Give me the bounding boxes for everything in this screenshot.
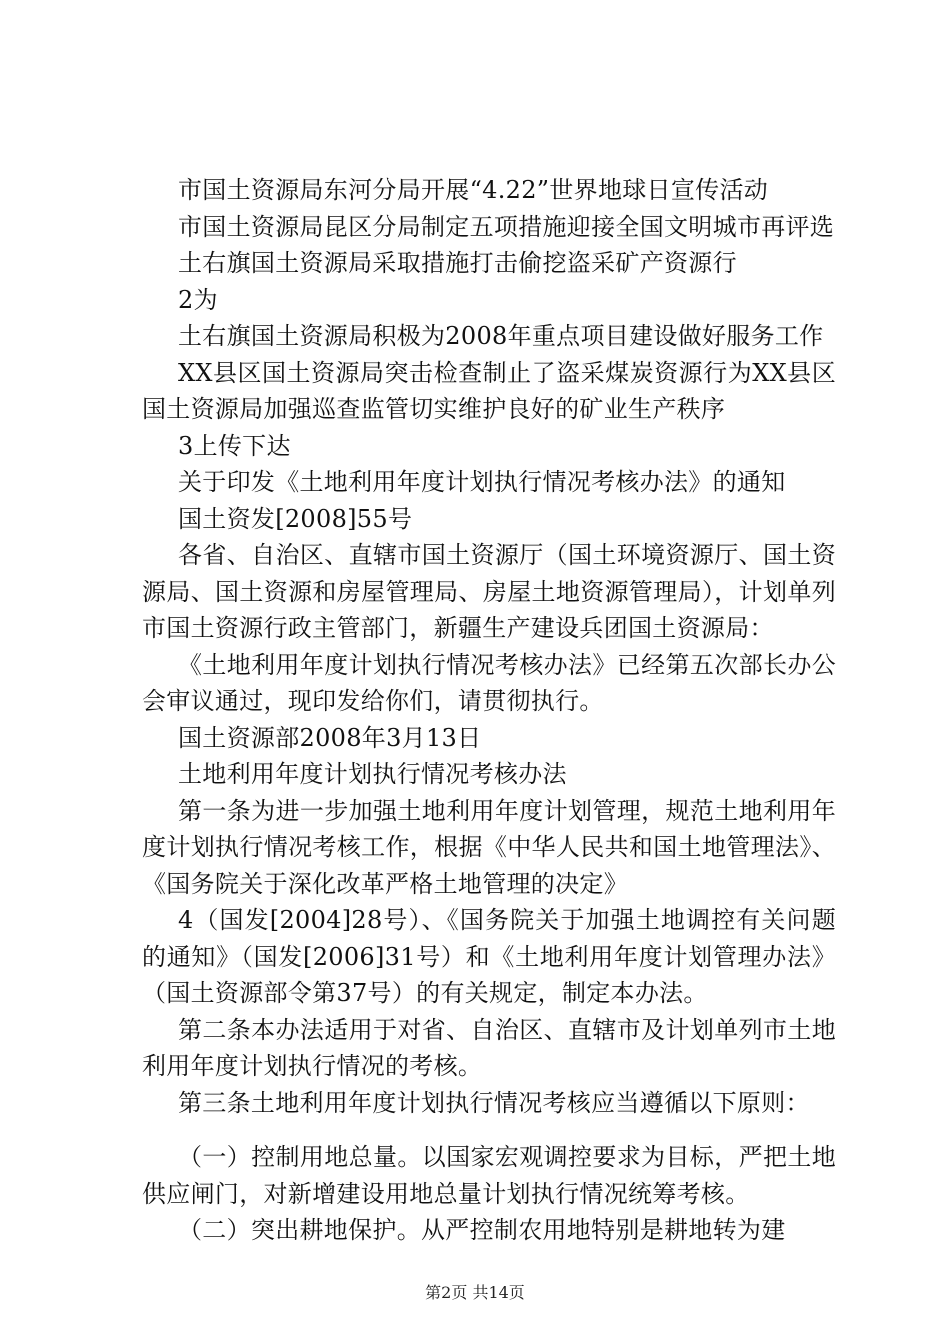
paragraph-4: 2为: [178, 285, 218, 314]
paragraph-13: 土地利用年度计划执行情况考核办法: [178, 760, 567, 788]
paragraph-9: 国土资发[2008]55号: [178, 504, 413, 533]
paragraph-7: 3上传下达: [178, 431, 291, 460]
paragraph-10: 各省、自治区、直辖市国土资源厅（国土环境资源厅、国土资源局、国土资源和房屋管理局、房屋土地资源管理局），计划单列市国土资源行政主管部门，新疆生产建设兵团国土资源局：: [142, 541, 836, 642]
paragraph-5: 土右旗国土资源局积极为2008年重点项目建设做好服务工作: [178, 322, 824, 350]
paragraph-19: （二）突出耕地保护。从严控制农用地特别是耕地转为建: [178, 1216, 786, 1244]
paragraph-14: 第一条为进一步加强土地利用年度计划管理，规范土地利用年度计划执行情况考核工作，根据《中华人民共和国土地管理法》、《国务院关于深化改革严格土地管理的决定》: [142, 796, 836, 898]
paragraph-2: 市国土资源局昆区分局制定五项措施迎接全国文明城市再评选: [178, 212, 835, 241]
paragraph-1: 市国土资源局东河分局开展“4.22”世界地球日宣传活动: [178, 176, 769, 204]
paragraph-16: 第二条本办法适用于对省、自治区、直辖市及计划单列市土地利用年度计划执行情况的考核。: [142, 1015, 836, 1080]
paragraph-12: 国土资源部2008年3月13日: [178, 723, 482, 752]
paragraph-8: 关于印发《土地利用年度计划执行情况考核办法》的通知: [178, 468, 786, 496]
paragraph-11: 《土地利用年度计划执行情况考核办法》已经第五次部长办公会审议通过，现印发给你们，请贯彻执行。: [142, 650, 836, 715]
paragraph-18: （一）控制用地总量。以国家宏观调控要求为目标，严把土地供应闸门，对新增建设用地总量计划执行情况统筹考核。: [142, 1143, 836, 1208]
paragraph-15: 4（国发[2004]28号）、《国务院关于加强土地调控有关问题的通知》（国发[2006]31号）和《土地利用年度计划管理办法》（国土资源部令第37号）的有关规定，制定本办法。: [142, 906, 836, 1007]
page-number-footer: 第2页 共14页: [425, 1283, 525, 1302]
paragraph-3: 土右旗国土资源局采取措施打击偷挖盗采矿产资源行: [178, 249, 737, 277]
paragraph-6: XX县区国土资源局突击检查制止了盗采煤炭资源行为XX县区国土资源局加强巡查监管切实维护良好的矿业生产秩序: [142, 358, 836, 423]
paragraph-17: 第三条土地利用年度计划执行情况考核应当遵循以下原则：: [178, 1088, 810, 1117]
document-body: [142, 172, 836, 1249]
